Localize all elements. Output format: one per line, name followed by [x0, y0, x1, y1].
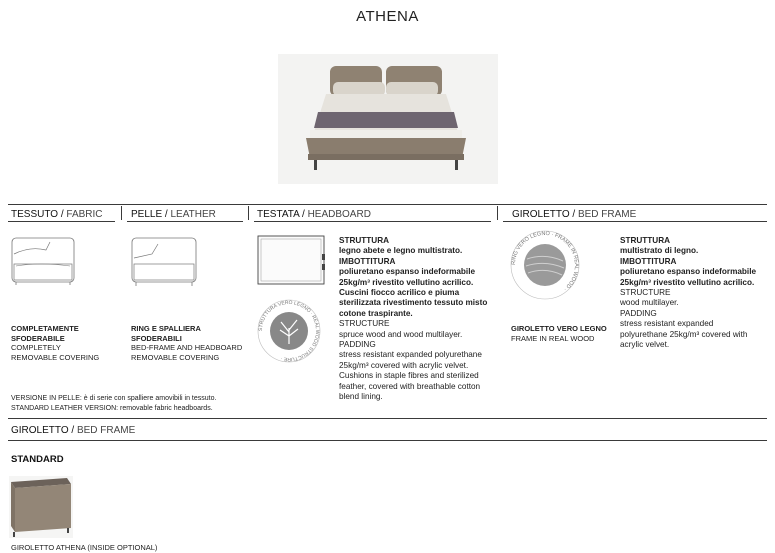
headboard-sketch: [256, 234, 328, 288]
leather-version-note: VERSIONE IN PELLE: è di serie con spalliere amovibili in tessuto. STANDARD LEATHER VERSION: removable fabric headboards.: [11, 395, 217, 412]
athena-frame-image: [9, 476, 73, 538]
bedframe-caption: GIROLETTO VERO LEGNO FRAME IN REAL WOOD: [511, 324, 607, 343]
svg-text:STRUTTURA VERO LEGNO · REAL WO: STRUTTURA VERO LEGNO · REAL WOOD STRUCTURE ·: [257, 299, 321, 363]
athena-bed-image: [278, 54, 498, 184]
fabric-caption: COMPLETAMENTE SFODERABILE COMPLETELY REMOVABLE COVERING: [11, 324, 100, 362]
leather-caption: RING E SPALLIERA SFODERABILI BED-FRAME AND HEADBOARD REMOVABLE COVERING: [131, 324, 243, 362]
fabric-bed-sketch: [10, 236, 76, 286]
svg-text:RING VERO LEGNO · FRAME IN REA: RING VERO LEGNO · FRAME IN REAL WOOD ·: [510, 230, 580, 292]
leather-bed-sketch: [130, 236, 198, 288]
headboard-spec: STRUTTURA legno abete e legno multistrato. IMBOTTITURA poliuretano espanso indeformabile 25kg/m³ rivestito vellutino acrilico. Cuscini fiocco acrilico e piuma sterilizzata rivestimento tessuto misto cotone traspirante. STRUCTURE spruce wood and wood multilayer. PADDING stress resistant expanded polyurethane 25kg/m³ covered with acrylic velvet. Cushions in staple fibres and sterilized feather, covered with breathable cotton blend lining.: [339, 236, 488, 402]
real-wood-frame-seal: [509, 229, 581, 301]
section-leather-header: PELLE / LEATHER: [131, 209, 216, 220]
athena-frame-caption: GIROLETTO ATHENA (INSIDE OPTIONAL): [11, 543, 158, 552]
section-bedframe2-header: GIROLETTO / BED FRAME: [11, 425, 136, 436]
section-headboard-header: TESTATA / HEADBOARD: [257, 209, 371, 220]
section-fabric-header: TESSUTO / FABRIC: [11, 209, 103, 220]
page-title: ATHENA: [356, 8, 419, 25]
section-bedframe-header: GIROLETTO / BED FRAME: [512, 209, 637, 220]
real-wood-structure-seal: [256, 298, 322, 364]
bedframe-spec: STRUTTURA multistrato di legno. IMBOTTITURA poliuretano espanso indeformabile 25kg/m³ rivestito vellutino acrilico. STRUCTURE wood multilayer. PADDING stress resistant expanded polyurethane 25kg/m³ covered with acrylic velvet.: [620, 236, 757, 350]
standard-label: STANDARD: [11, 454, 64, 465]
